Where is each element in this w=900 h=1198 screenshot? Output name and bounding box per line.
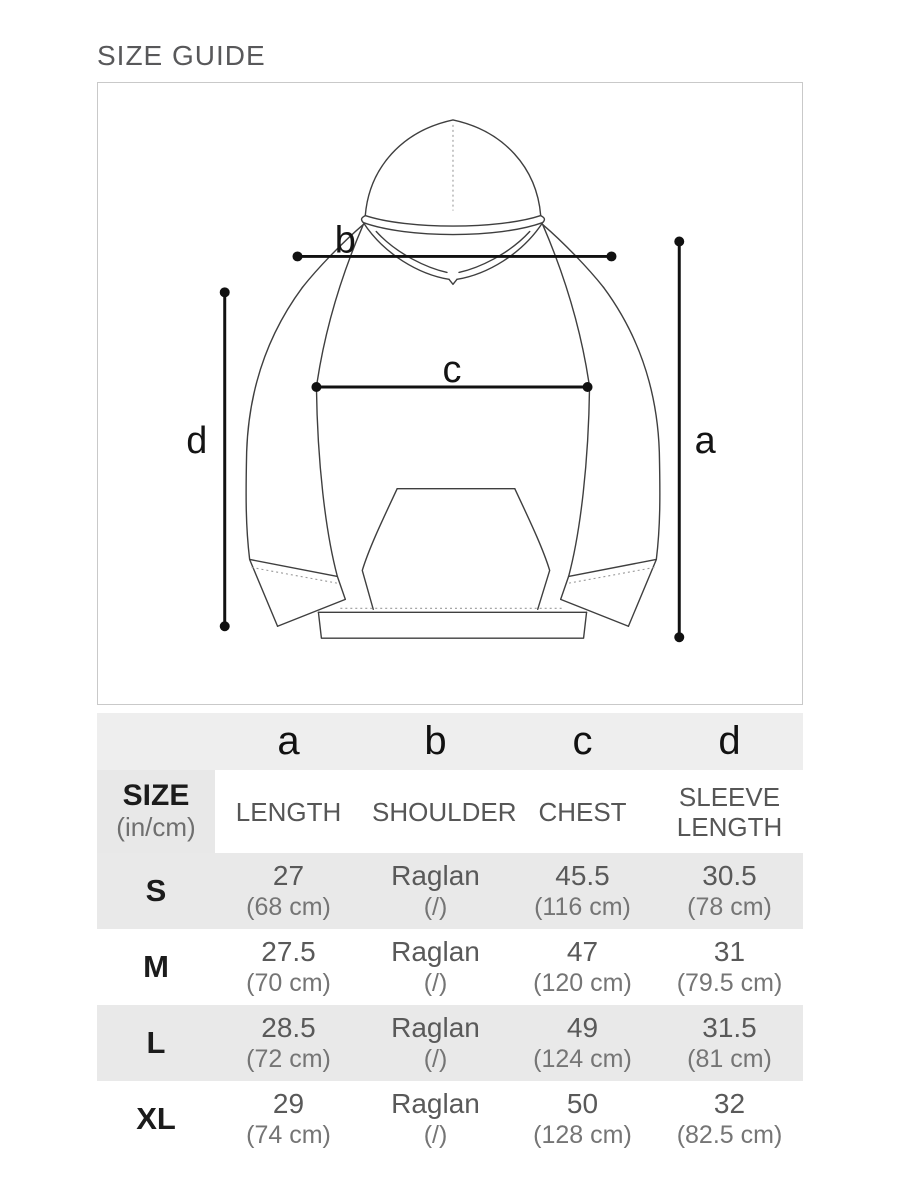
letter-cell-empty bbox=[97, 713, 215, 770]
hoodie-illustration bbox=[98, 83, 802, 704]
size-label: XL bbox=[97, 1081, 215, 1157]
table-row-l bbox=[97, 1005, 803, 1081]
column-header-length: LENGTH bbox=[215, 770, 362, 853]
size-header-cell bbox=[97, 770, 215, 853]
size-label: L bbox=[97, 1005, 215, 1081]
sleeve-cell: 31.5 (81 cm) bbox=[656, 1005, 803, 1081]
column-header-sleeve-length: SLEEVE LENGTH bbox=[656, 770, 803, 853]
dimension-lines bbox=[220, 237, 685, 643]
shoulder-cell: Raglan (/) bbox=[362, 929, 509, 1005]
size-header-unit: (in/cm) bbox=[116, 811, 196, 842]
letter-cell-d: d bbox=[656, 713, 803, 770]
column-header-shoulder: SHOULDER bbox=[362, 770, 509, 853]
table-row-m bbox=[97, 929, 803, 1005]
length-cell: 27.5 (70 cm) bbox=[215, 929, 362, 1005]
dim-label-b: b bbox=[334, 219, 356, 262]
shoulder-cell: Raglan (/) bbox=[362, 1005, 509, 1081]
size-header-label: SIZE bbox=[122, 778, 190, 812]
table-row-s bbox=[97, 853, 803, 929]
length-cell: 27 (68 cm) bbox=[215, 853, 362, 929]
dim-label-c: c bbox=[442, 349, 462, 392]
chest-cell: 45.5 (116 cm) bbox=[509, 853, 656, 929]
size-label: M bbox=[97, 929, 215, 1005]
letter-cell-a: a bbox=[215, 713, 362, 770]
sleeve-cell: 32 (82.5 cm) bbox=[656, 1081, 803, 1157]
length-cell: 28.5 (72 cm) bbox=[215, 1005, 362, 1081]
size-table bbox=[97, 713, 803, 1157]
sleeve-cell: 31 (79.5 cm) bbox=[656, 929, 803, 1005]
size-guide-diagram bbox=[97, 82, 803, 705]
size-label: S bbox=[97, 853, 215, 929]
letter-row bbox=[97, 713, 803, 770]
length-cell: 29 (74 cm) bbox=[215, 1081, 362, 1157]
letter-cell-b: b bbox=[362, 713, 509, 770]
dim-label-a: a bbox=[694, 419, 716, 462]
dim-label-d: d bbox=[186, 419, 208, 462]
letter-cell-c: c bbox=[509, 713, 656, 770]
table-header-row bbox=[97, 770, 803, 853]
column-header-chest: CHEST bbox=[509, 770, 656, 853]
chest-cell: 50 (128 cm) bbox=[509, 1081, 656, 1157]
sleeve-cell: 30.5 (78 cm) bbox=[656, 853, 803, 929]
size-guide-page bbox=[97, 0, 803, 1157]
page-title: SIZE GUIDE bbox=[97, 40, 266, 71]
chest-cell: 47 (120 cm) bbox=[509, 929, 656, 1005]
shoulder-cell: Raglan (/) bbox=[362, 1081, 509, 1157]
shoulder-cell: Raglan (/) bbox=[362, 853, 509, 929]
table-row-xl bbox=[97, 1081, 803, 1157]
chest-cell: 49 (124 cm) bbox=[509, 1005, 656, 1081]
